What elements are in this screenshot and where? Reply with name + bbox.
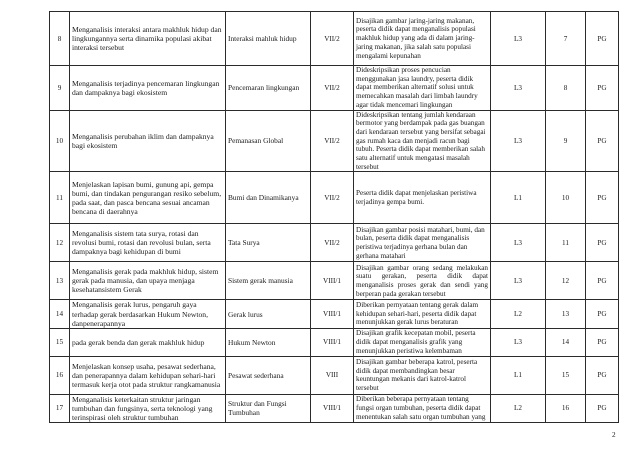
class-semester-cell: VIII/1 bbox=[311, 394, 354, 422]
table-row bbox=[50, 172, 619, 224]
question-number-cell: 14 bbox=[546, 328, 586, 356]
row-number: 15 bbox=[50, 328, 70, 356]
row-number: 11 bbox=[50, 172, 70, 224]
question-number-cell: 7 bbox=[546, 12, 586, 66]
row-number: 12 bbox=[50, 224, 70, 262]
question-type-cell: PG bbox=[586, 12, 619, 66]
material-cell: Sistem gerak manusia bbox=[226, 262, 311, 300]
material-cell: Struktur dan Fungsi Tumbuhan bbox=[226, 394, 311, 422]
class-semester-cell: VII/2 bbox=[311, 172, 354, 224]
material-cell: Tata Surya bbox=[226, 224, 311, 262]
material-cell: Gerak lurus bbox=[226, 300, 311, 328]
material-cell: Pesawat sederhana bbox=[226, 356, 311, 394]
table-row bbox=[50, 328, 619, 356]
table-row bbox=[50, 356, 619, 394]
indicator-cell: Disajikan gambar beberapa katrol, peserta didik dapat membandingkan besar keuntungan mekanis dari katrol-katrol tersebut bbox=[354, 356, 491, 394]
cognitive-level-cell: L3 bbox=[491, 328, 546, 356]
question-number-cell: 15 bbox=[546, 356, 586, 394]
table-row bbox=[50, 300, 619, 328]
cognitive-level-cell: L1 bbox=[491, 172, 546, 224]
cognitive-level-cell: L3 bbox=[491, 224, 546, 262]
class-semester-cell: VIII/1 bbox=[311, 300, 354, 328]
question-number-cell: 9 bbox=[546, 110, 586, 172]
material-cell: Interaksi mahluk hidup bbox=[226, 12, 311, 66]
question-type-cell: PG bbox=[586, 394, 619, 422]
question-type-cell: PG bbox=[586, 172, 619, 224]
cognitive-level-cell: L3 bbox=[491, 12, 546, 66]
row-number: 16 bbox=[50, 356, 70, 394]
question-number-cell: 12 bbox=[546, 262, 586, 300]
cognitive-level-cell: L3 bbox=[491, 110, 546, 172]
class-semester-cell: VII/2 bbox=[311, 110, 354, 172]
competency-cell: Menjelaskan lapisan bumi, gunung api, gempa bumi, dan tindakan pengurangan resiko sebelum, pada saat, dan pasca bencana sesuai ancaman bencana di daerahnya bbox=[70, 172, 226, 224]
indicator-cell: Disajikan grafik kecepatan mobil, peserta didik dapat menganalisis grafik yang menunjukkan peristiwa kelembaman bbox=[354, 328, 491, 356]
competency-cell: Menganalisis gerak pada makhluk hidup, sistem gerak pada manusia, dan upaya menjaga kesehatansistem Gerak bbox=[70, 262, 226, 300]
class-semester-cell: VII/2 bbox=[311, 66, 354, 111]
row-number: 14 bbox=[50, 300, 70, 328]
question-number-cell: 13 bbox=[546, 300, 586, 328]
cognitive-level-cell: L2 bbox=[491, 394, 546, 422]
class-semester-cell: VII/2 bbox=[311, 224, 354, 262]
table-row bbox=[50, 110, 619, 172]
material-cell: Pemanasan Global bbox=[226, 110, 311, 172]
table-row bbox=[50, 262, 619, 300]
question-type-cell: PG bbox=[586, 300, 619, 328]
row-number: 8 bbox=[50, 12, 70, 66]
indicator-cell: Dideskripsikan tentang jumlah kendaraan bermotor yang berdampak pada gas buangan dari kendaraan tersebut yang bersifat sebagai gas rumah kaca dan menjadi racun bagi tubuh. Peserta didik dapat memberikan salah satu alternatif untuk mengatasi masalah tersebut bbox=[354, 110, 491, 172]
competency-cell: Menganalisis keterkaitan struktur jaringan tumbuhan dan fungsinya, serta teknologi yang terinspirasi oleh struktur tumbuhan bbox=[70, 394, 226, 422]
question-type-cell: PG bbox=[586, 110, 619, 172]
soal-grid-table bbox=[49, 11, 619, 423]
class-semester-cell: VII/2 bbox=[311, 12, 354, 66]
table-body bbox=[50, 12, 619, 423]
page-number: 2 bbox=[612, 431, 616, 439]
row-number: 9 bbox=[50, 66, 70, 111]
question-type-cell: PG bbox=[586, 328, 619, 356]
competency-cell: Menganalisis perubahan iklim dan dampaknya bagi ekosistem bbox=[70, 110, 226, 172]
indicator-cell: Dideskripsikan proses pencucian menggunakan jasa laundry, peserta didik dapat memberikan alternatif solusi untuk memecahkan masalah dari limbah laundry agar tidak mencemari lingkungan bbox=[354, 66, 491, 111]
indicator-cell: Diberikan pernyataan tentang gerak dalam kehidupan sehari-hari, peserta didik dapat menunjukkan gerak lurus beraturan bbox=[354, 300, 491, 328]
question-number-cell: 8 bbox=[546, 66, 586, 111]
question-type-cell: PG bbox=[586, 66, 619, 111]
cognitive-level-cell: L2 bbox=[491, 300, 546, 328]
indicator-cell: Disajikan gambar jaring-jaring makanan, peserta didik dapat menganalisis populasi makhluk hidup yang ada di dalam jaring-jaring makanan, jika salah satu populasi mengalami kepunahan bbox=[354, 12, 491, 66]
question-number-cell: 11 bbox=[546, 224, 586, 262]
question-number-cell: 10 bbox=[546, 172, 586, 224]
table-row bbox=[50, 394, 619, 422]
row-number: 17 bbox=[50, 394, 70, 422]
question-type-cell: PG bbox=[586, 224, 619, 262]
class-semester-cell: VIII bbox=[311, 356, 354, 394]
question-type-cell: PG bbox=[586, 262, 619, 300]
indicator-cell: Disajikan gambar posisi matahari, bumi, dan bulan, peserta didik dapat menganalisis peristiwa terjadinya gerhana bulan dan gerhana matahari bbox=[354, 224, 491, 262]
table-row bbox=[50, 224, 619, 262]
table-row bbox=[50, 66, 619, 111]
competency-cell: Menganalisis terjadinya pencemaran lingkungan dan dampaknya bagi ekosistem bbox=[70, 66, 226, 111]
competency-cell: Menganalisis interaksi antara makhluk hidup dan lingkungannya serta dinamika populasi akibat interaksi tersebut bbox=[70, 12, 226, 66]
row-number: 10 bbox=[50, 110, 70, 172]
competency-cell: pada gerak benda dan gerak makhluk hidup bbox=[70, 328, 226, 356]
table-row bbox=[50, 12, 619, 66]
question-type-cell: PG bbox=[586, 356, 619, 394]
competency-cell: Menganalisis sistem tata surya, rotasi dan revolusi bumi, rotasi dan revolusi bulan, serta dampaknya bagi kehidupan di bumi bbox=[70, 224, 226, 262]
material-cell: Bumi dan Dinamikanya bbox=[226, 172, 311, 224]
competency-cell: Menjelaskan konsep usaha, pesawat sederhana, dan penerapannya dalam kehidupan sehari-hari termasuk kerja otot pada struktur rangkamanusia bbox=[70, 356, 226, 394]
class-semester-cell: VIII/1 bbox=[311, 262, 354, 300]
indicator-cell: Disajikan gambar orang sedang melakukan suatu gerakan, peserta didik dapat menganalisis proses gerak dan sendi yang berperan pada gerakan tersebut bbox=[354, 262, 491, 300]
cognitive-level-cell: L3 bbox=[491, 262, 546, 300]
material-cell: Pencemaran lingkungan bbox=[226, 66, 311, 111]
question-number-cell: 16 bbox=[546, 394, 586, 422]
row-number: 13 bbox=[50, 262, 70, 300]
cognitive-level-cell: L1 bbox=[491, 356, 546, 394]
class-semester-cell: VIII/1 bbox=[311, 328, 354, 356]
material-cell: Hukum Newton bbox=[226, 328, 311, 356]
indicator-cell: Peserta didik dapat menjelaskan peristiwa terjadinya gempa bumi. bbox=[354, 172, 491, 224]
cognitive-level-cell: L3 bbox=[491, 66, 546, 111]
indicator-cell: Diberikan beberapa pernyataan tentang fungsi organ tumbuhan, peserta didik dapat menentukan salah satu organ tumbuhan yang bbox=[354, 394, 491, 422]
competency-cell: Menganalisis gerak lurus, pengaruh gaya terhadap gerak berdasarkan Hukum Newton, danpenerapannya bbox=[70, 300, 226, 328]
